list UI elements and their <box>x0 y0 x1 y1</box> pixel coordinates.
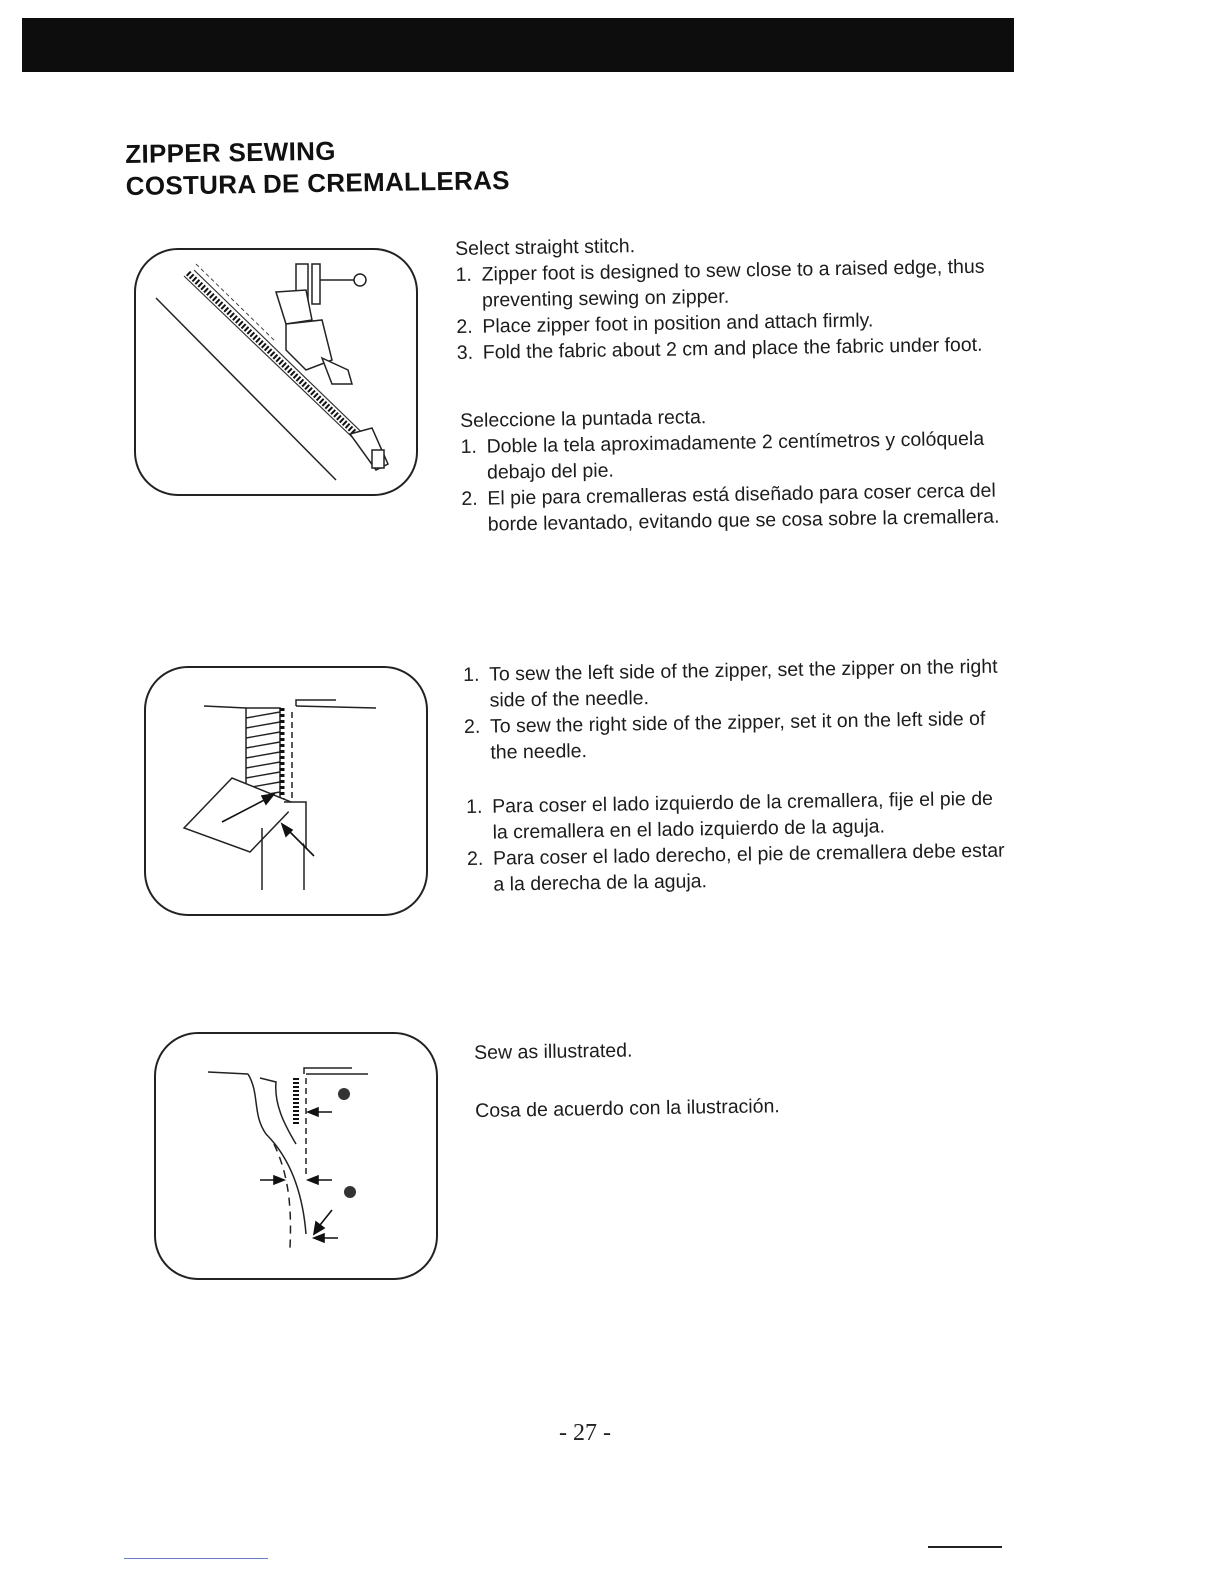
page-number: - 27 - <box>559 1420 611 1446</box>
section1-es-intro: Seleccione la puntada recta. <box>460 406 707 432</box>
list-item: 1. Zipper foot is designed to sew close to a raised edge, thus preventing sewing on zipper. <box>455 255 985 312</box>
list-item: 3. Fold the fabric about 2 cm and place the fabric under foot. <box>456 333 983 364</box>
sewing-path-illustration <box>154 1032 438 1280</box>
section3-english <box>474 1032 974 1066</box>
header-bar <box>22 18 1014 72</box>
footer-divider-right <box>928 1546 1002 1548</box>
zipper-teeth-icon <box>296 1078 306 1174</box>
list-item: 2. To sew the right side of the zipper, set it on the left side of the needle. <box>463 707 986 764</box>
list-item: 2. Para coser el lado derecho, el pie de cremallera debe estar a la derecha de la aguja. <box>466 839 1005 896</box>
title-spanish: COSTURA DE CREMALLERAS <box>125 164 511 201</box>
section1-en-intro: Select straight stitch. <box>455 235 636 260</box>
section3-en-text: Sew as illustrated. <box>474 1039 633 1064</box>
zipper-foot-illustration <box>134 248 418 496</box>
zipper-position-illustration <box>144 666 428 916</box>
section1-spanish <box>460 400 1002 538</box>
list-item: 2. El pie para cremalleras está diseñado para coser cerca del borde levantado, evitando que se cosa sobre la cremallera. <box>461 479 1000 536</box>
list-item: 2. Place zipper foot in position and attach firmly. <box>456 309 874 338</box>
footer-divider-left <box>124 1558 268 1559</box>
section2-spanish <box>466 786 1008 898</box>
title-english: ZIPPER SEWING <box>125 135 336 169</box>
section3-spanish <box>475 1090 975 1124</box>
list-item: 1. Doble la tela aproximadamente 2 centímetros y colóquela debajo del pie. <box>460 427 985 484</box>
zipper-pull-icon <box>350 428 388 470</box>
presser-foot-icon <box>276 264 366 384</box>
arrow-icon <box>260 1108 338 1242</box>
list-item: 1. To sew the left side of the zipper, set the zipper on the right side of the needle. <box>463 655 998 712</box>
section-titles <box>125 132 510 202</box>
section1-english <box>455 227 1017 366</box>
section3-es-text: Cosa de acuerdo con la ilustración. <box>475 1095 780 1122</box>
section2-english <box>463 654 1005 766</box>
needle-dot-icon <box>338 1088 356 1198</box>
list-item: 1. Para coser el lado izquierdo de la cremallera, fije el pie de la cremallera en el lado izquierdo de la aguja. <box>466 787 994 844</box>
